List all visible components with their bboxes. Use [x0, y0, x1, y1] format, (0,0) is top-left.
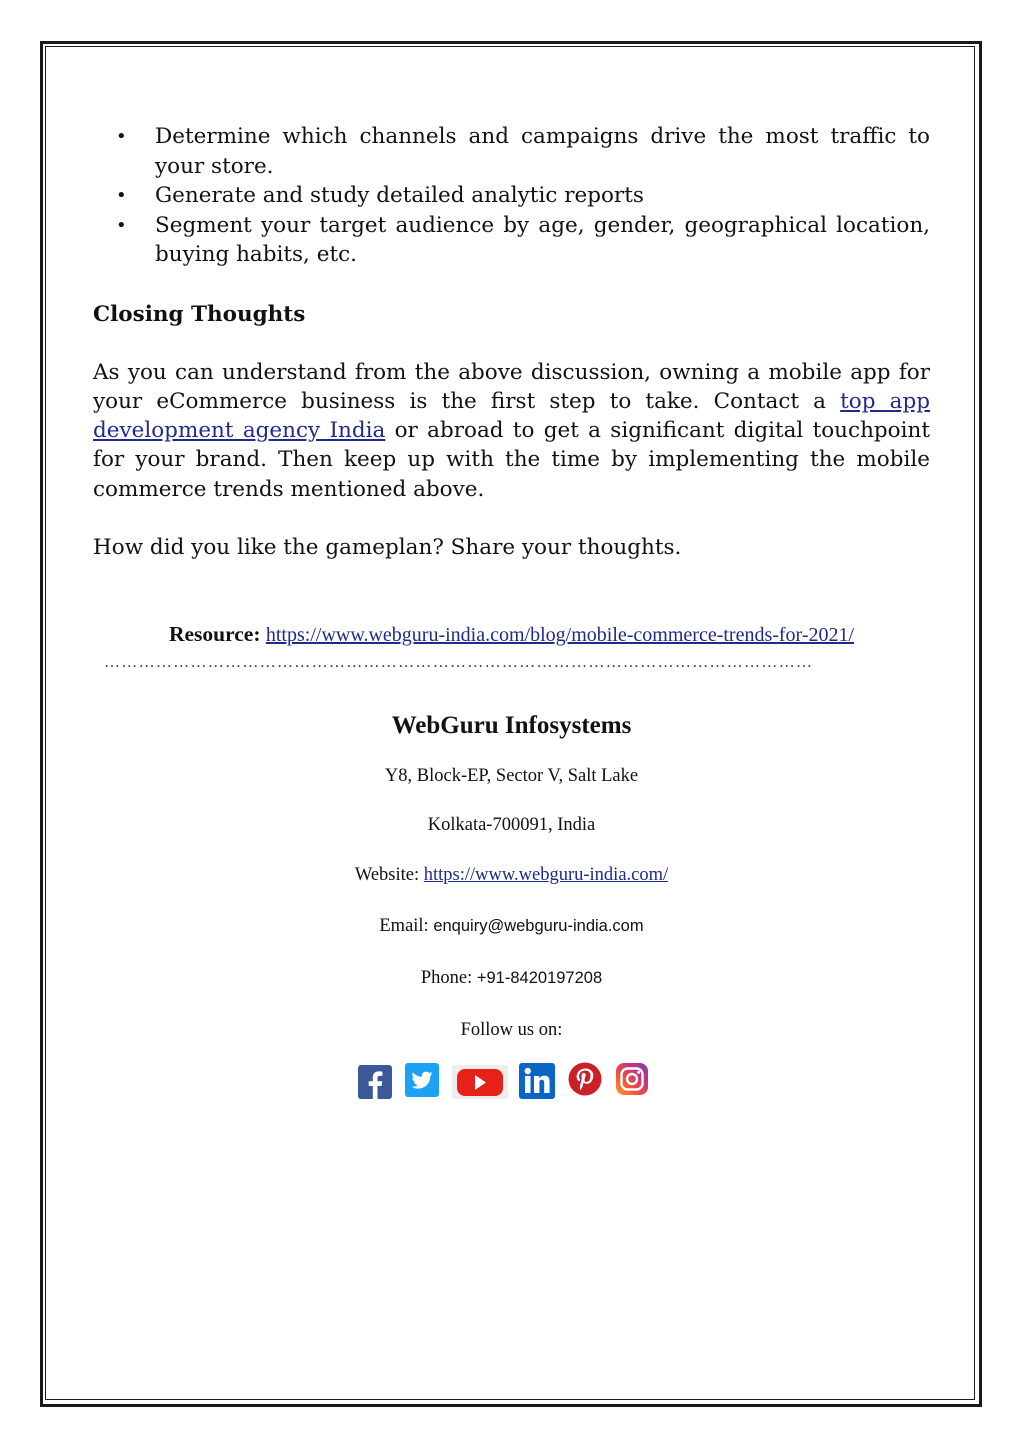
agency-link[interactable]: top app development agency India: [93, 388, 931, 444]
social-icons: [358, 1063, 649, 1099]
linkedin-icon[interactable]: [519, 1063, 555, 1099]
list-item: • Segment your target audience by age, gender, geographical location, buying habits, etc.: [93, 211, 930, 270]
phone-line: [0, 968, 1023, 989]
email-address[interactable]: enquiry@webguru-india.com: [433, 917, 644, 935]
article-body: [93, 122, 930, 562]
list-item: • Determine which channels and campaigns drive the most traffic to your store.: [93, 122, 930, 181]
closing-question: How did you like the gameplan? Share your thoughts.: [93, 534, 682, 560]
instagram-icon[interactable]: [615, 1062, 649, 1096]
paragraph-text: As you can understand from the above discussion, owning a mobile app for your eCommerce business is the first step to take. Contact a: [93, 359, 930, 414]
phone-number: +91-8420197208: [476, 969, 603, 987]
email-line: [0, 916, 1023, 937]
paragraph-text: or abroad to get a significant digital touchpoint for your brand. Then keep up with the time by implementing the mobile commerce trends mentioned above.: [93, 418, 930, 502]
phone-label: Phone:: [420, 968, 477, 988]
pinterest-icon[interactable]: [568, 1062, 602, 1096]
closing-paragraph: [93, 358, 930, 504]
address-line-2: Kolkata-700091, India: [427, 815, 596, 835]
company-name: WebGuru Infosystems: [391, 712, 632, 739]
resource-line: [0, 622, 1023, 647]
resource-label: Resource:: [168, 622, 261, 646]
website-line: [0, 865, 1023, 886]
twitter-icon[interactable]: [405, 1063, 439, 1097]
bullet-list: [93, 122, 930, 270]
website-link[interactable]: https://www.webguru-india.com/: [423, 865, 669, 885]
follow-label: Follow us on:: [460, 1020, 563, 1040]
section-heading: Closing Thoughts: [93, 301, 306, 327]
address-line-1: Y8, Block-EP, Sector V, Salt Lake: [384, 766, 639, 786]
facebook-icon[interactable]: [358, 1065, 392, 1099]
list-item: • Generate and study detailed analytic reports: [93, 181, 930, 211]
email-label: Email:: [379, 916, 434, 936]
youtube-icon[interactable]: [452, 1065, 508, 1099]
resource-link[interactable]: https://www.webguru-india.com/blog/mobile-commerce-trends-for-2021/: [265, 624, 855, 646]
dotted-separator: ……………………………………………………………………………………………………………: [104, 656, 814, 670]
website-label: Website:: [354, 865, 424, 885]
